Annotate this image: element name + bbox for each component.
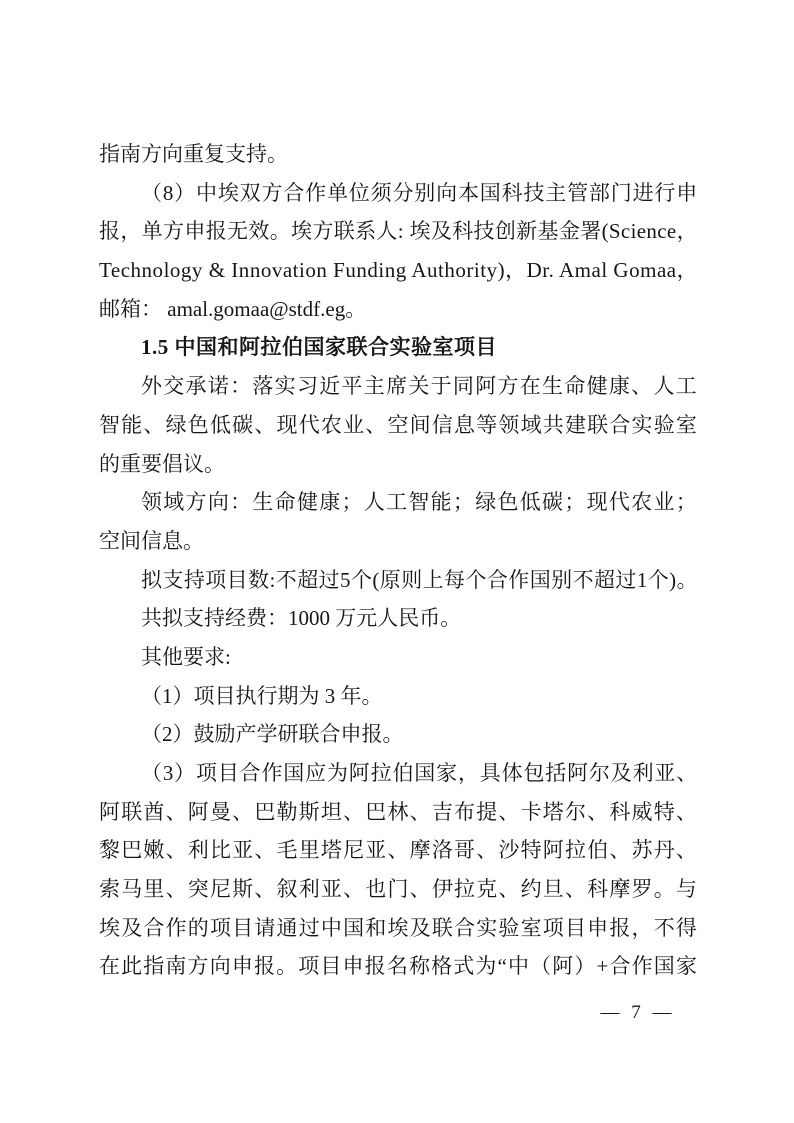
text-line: Technology & Innovation Funding Authority)，Dr. Amal Gomaa， [99, 258, 699, 283]
text-line: 索马里、突尼斯、叙利亚、也门、伊拉克、约旦、科摩罗。与 [99, 877, 699, 902]
text-line: 阿联酋、阿曼、巴勒斯坦、巴林、吉布提、卡塔尔、科威特、 [99, 799, 699, 824]
text-line: 空间信息。 [99, 528, 204, 553]
text-line: 黎巴嫩、利比亚、毛里塔尼亚、摩洛哥、沙特阿拉伯、苏丹、 [99, 838, 699, 863]
text-line: 埃及合作的项目请通过中国和埃及联合实验室项目申报，不得 [99, 915, 699, 940]
text-line: （8）中埃双方合作单位须分别向本国科技主管部门进行申 [141, 180, 699, 205]
text-line: 智能、绿色低碳、现代农业、空间信息等领域共建联合实验室 [99, 412, 699, 437]
text-line: 共拟支持经费：1000 万元人民币。 [141, 606, 462, 631]
text-line: （2）鼓励产学研联合申报。 [141, 722, 404, 747]
text-line: 其他要求: [141, 644, 231, 669]
section-heading: 1.5 中国和阿拉伯国家联合实验室项目 [141, 335, 497, 360]
text-line: 邮箱： amal.gomaa@stdf.eg。 [99, 296, 367, 321]
text-line: （1）项目执行期为 3 年。 [141, 683, 383, 708]
text-line: 拟支持项目数:不超过5个(原则上每个合作国别不超过1个)。 [141, 567, 698, 592]
text-line: 指南方向重复支持。 [99, 142, 288, 166]
text-line: 报，单方申报无效。埃方联系人: 埃及科技创新基金署(Science， [99, 219, 698, 244]
text-line: 领域方向：生命健康；人工智能；绿色低碳；现代农业； [141, 490, 698, 515]
document-body [99, 135, 698, 986]
text-line: 的重要倡议。 [99, 451, 225, 476]
text-line: 在此指南方向申报。项目申报名称格式为“中（阿）+合作国家 [99, 954, 699, 979]
text-line: （3）项目合作国应为阿拉伯国家，具体包括阿尔及利亚、 [141, 761, 699, 785]
text-line: 外交承诺：落实习近平主席关于同阿方在生命健康、人工 [141, 374, 698, 399]
page-number: — 7 — [600, 1002, 672, 1023]
